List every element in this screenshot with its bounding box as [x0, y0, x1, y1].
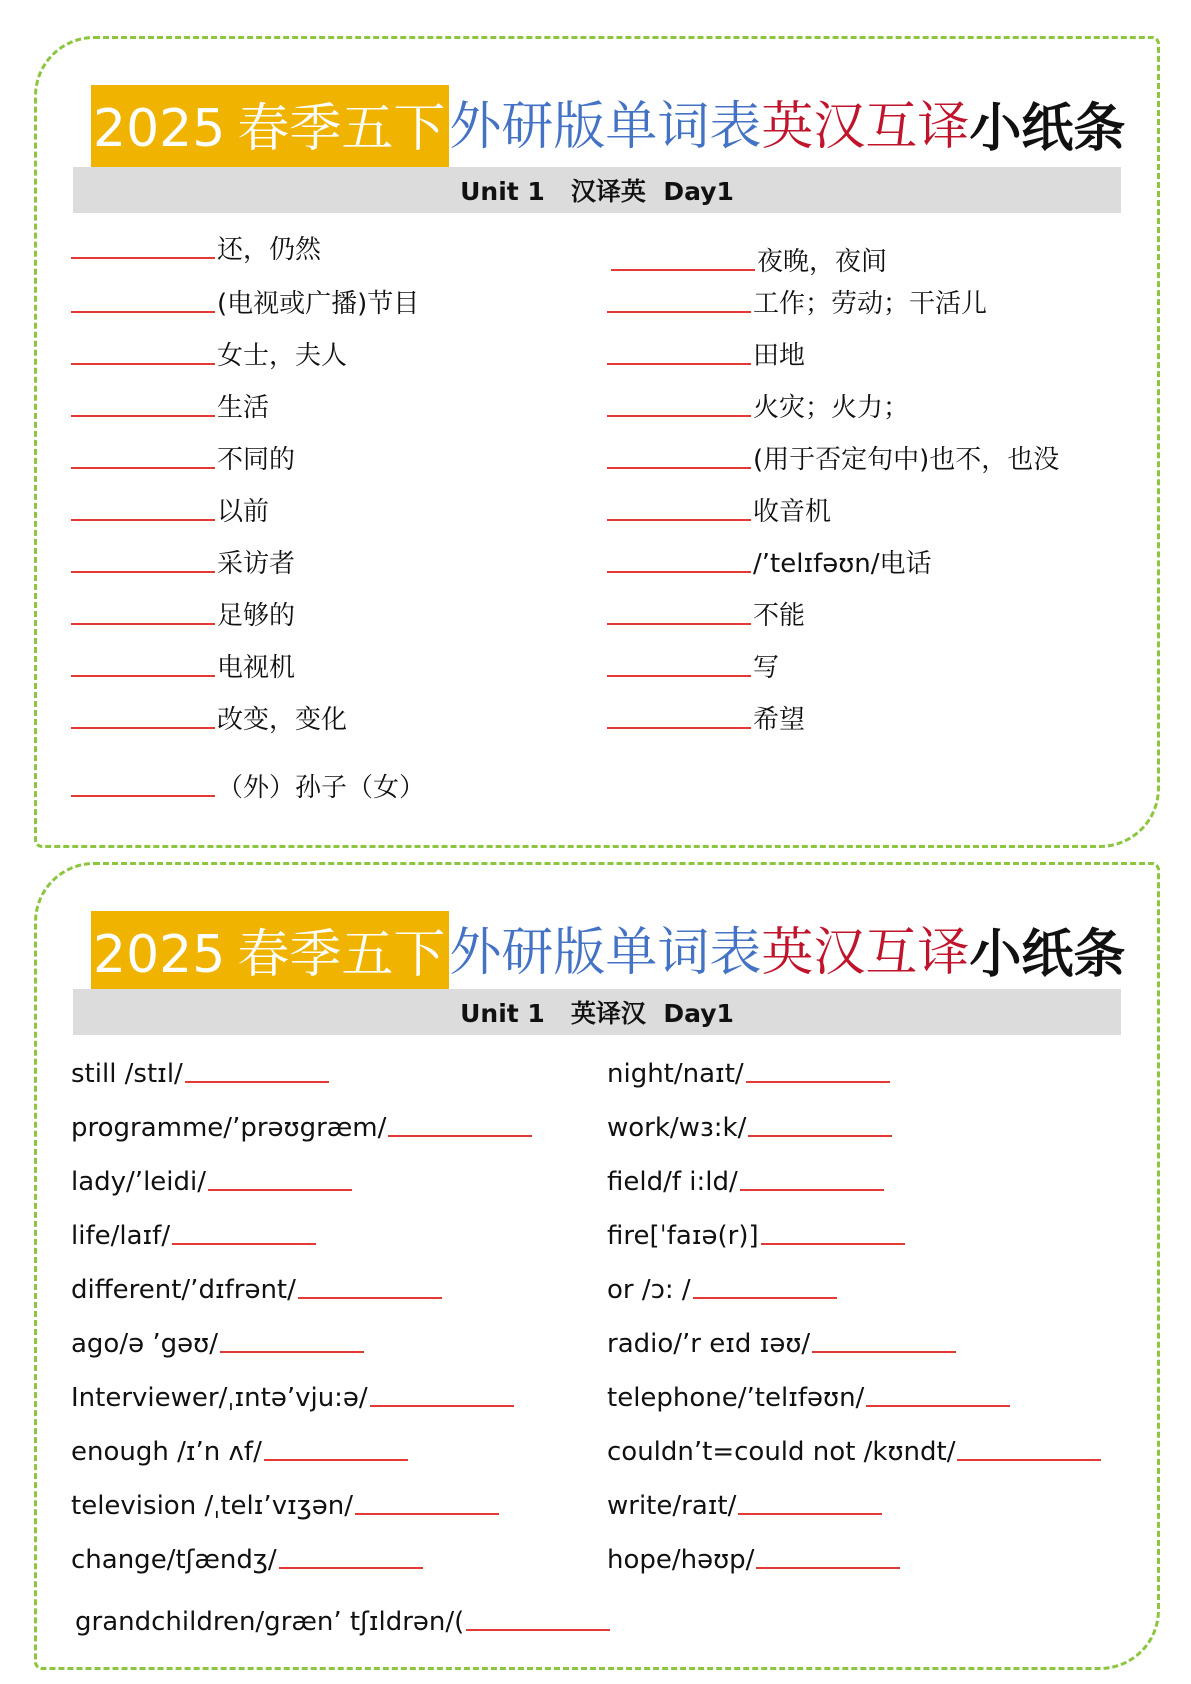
vocab-item [71, 1105, 532, 1141]
vocab-item [71, 1483, 499, 1519]
vocab-item [607, 541, 932, 577]
answer-blank[interactable] [71, 363, 215, 365]
vocab-word: fire[ˈfaɪə(r)] [607, 1221, 759, 1251]
vocab-item [71, 1537, 423, 1573]
vocab-meaning: 夜晚，夜间 [757, 247, 888, 277]
vocab-item [71, 1159, 352, 1195]
answer-blank[interactable] [607, 415, 751, 417]
vocab-item [71, 541, 295, 577]
vocab-meaning: 还，仍然 [217, 235, 322, 265]
answer-blank[interactable] [370, 1405, 514, 1407]
answer-blank[interactable] [607, 675, 751, 677]
answer-blank[interactable] [607, 467, 751, 469]
vocab-item [607, 1375, 1010, 1411]
title-tail: 小纸条 [969, 925, 1126, 985]
vocab-word: couldn’t=could not /kʊndt/ [607, 1437, 956, 1467]
answer-blank[interactable] [71, 415, 215, 417]
answer-blank[interactable] [748, 1135, 892, 1137]
vocab-item [71, 281, 419, 317]
answer-blank[interactable] [607, 727, 751, 729]
answer-blank[interactable] [693, 1297, 837, 1299]
answer-blank[interactable] [812, 1351, 956, 1353]
vocab-word: ago/ə ’gəʊ/ [71, 1329, 218, 1359]
vocab-item [71, 765, 425, 801]
vocab-item [607, 489, 831, 525]
vocab-word: lady/’leidi/ [71, 1167, 207, 1197]
answer-blank[interactable] [607, 571, 751, 573]
vocab-meaning: 工作；劳动；干活儿 [753, 289, 988, 319]
vocab-meaning: /’telɪfəʊn/电话 [753, 549, 932, 579]
answer-blank[interactable] [607, 623, 751, 625]
answer-blank[interactable] [71, 571, 215, 573]
answer-blank[interactable] [611, 269, 755, 271]
answer-blank[interactable] [746, 1081, 890, 1083]
answer-blank[interactable] [71, 623, 215, 625]
vocab-meaning: 不同的 [217, 445, 296, 475]
vocab-word: different/’dɪfrənt/ [71, 1275, 296, 1305]
answer-blank[interactable] [607, 363, 751, 365]
vocab-word: night/naɪt/ [607, 1059, 744, 1089]
vocab-word: television /ˌtelɪ’vɪʒən/ [71, 1491, 353, 1521]
answer-blank[interactable] [71, 311, 215, 313]
answer-blank[interactable] [607, 311, 751, 313]
vocab-meaning: 不能 [753, 601, 806, 631]
vocab-word: radio/’r eɪd ɪəʊ/ [607, 1329, 811, 1359]
answer-blank[interactable] [866, 1405, 1010, 1407]
vocab-item [607, 1537, 900, 1573]
vocab-word: work/wɜ:k/ [607, 1113, 747, 1143]
vocab-item [607, 645, 779, 681]
vocab-item [71, 1375, 514, 1411]
answer-blank[interactable] [957, 1459, 1101, 1461]
vocab-item [71, 1429, 408, 1465]
vocab-item [71, 437, 295, 473]
vocab-meaning: 电视机 [217, 653, 296, 683]
vocab-meaning: (电视或广播)节目 [217, 289, 420, 319]
title-mode: 英汉互译 [761, 911, 969, 999]
answer-blank[interactable] [466, 1629, 610, 1631]
answer-blank[interactable] [738, 1513, 882, 1515]
vocab-meaning: 足够的 [217, 601, 296, 631]
answer-blank[interactable] [298, 1297, 442, 1299]
title-mode: 英汉互译 [761, 85, 969, 173]
answer-blank[interactable] [355, 1513, 499, 1515]
vocab-item [607, 1105, 892, 1141]
vocab-item [607, 1051, 890, 1087]
answer-blank[interactable] [172, 1243, 316, 1245]
answer-blank[interactable] [607, 519, 751, 521]
answer-blank[interactable] [740, 1189, 884, 1191]
vocab-word: field/f i:ld/ [607, 1167, 738, 1197]
answer-blank[interactable] [264, 1459, 408, 1461]
vocab-card-en-to-cn [34, 862, 1160, 1670]
answer-blank[interactable] [761, 1243, 905, 1245]
vocab-item [607, 1213, 905, 1249]
vocab-word: hope/həʊp/ [607, 1545, 755, 1575]
vocab-meaning: 田地 [753, 341, 806, 371]
vocab-item [607, 1429, 1101, 1465]
answer-blank[interactable] [208, 1189, 352, 1191]
vocab-meaning: 采访者 [217, 549, 296, 579]
vocab-item [607, 1483, 882, 1519]
vocab-word: life/laɪf/ [71, 1221, 171, 1251]
card-title [91, 85, 1125, 173]
vocab-item [611, 239, 887, 275]
vocab-word: Interviewer/ˌɪntə’vju:ə/ [71, 1383, 368, 1413]
vocab-word: enough /ɪ’n ʌf/ [71, 1437, 262, 1467]
vocab-item [607, 333, 805, 369]
answer-blank[interactable] [756, 1567, 900, 1569]
answer-blank[interactable] [71, 519, 215, 521]
answer-blank[interactable] [71, 795, 215, 797]
vocab-item [71, 697, 347, 733]
vocab-item [71, 1051, 329, 1087]
vocab-meaning: 火灾；火力； [753, 393, 910, 423]
vocab-word: still /stɪl/ [71, 1059, 183, 1089]
vocab-card-cn-to-en [34, 36, 1160, 848]
vocab-item [71, 645, 295, 681]
title-tail: 小纸条 [969, 99, 1126, 159]
answer-blank[interactable] [220, 1351, 364, 1353]
vocab-item [71, 1213, 316, 1249]
title-year: 2025 [91, 85, 237, 173]
vocab-item [607, 1159, 884, 1195]
answer-blank[interactable] [71, 675, 215, 677]
title-year: 2025 [91, 911, 237, 999]
vocab-word: change/tʃændʒ/ [71, 1545, 277, 1575]
vocab-item [71, 593, 295, 629]
title-publisher: 外研版单词表 [449, 911, 761, 999]
title-publisher: 外研版单词表 [449, 85, 761, 173]
unit-header: Unit 1 汉译英 Day1 [73, 167, 1121, 213]
answer-blank[interactable] [279, 1567, 423, 1569]
vocab-item [71, 1267, 442, 1303]
vocab-word: telephone/’telɪfəʊn/ [607, 1383, 865, 1413]
vocab-item [71, 227, 321, 263]
vocab-word: grandchildren/græn’ tʃɪldrən/( [75, 1607, 465, 1637]
answer-blank[interactable] [71, 257, 215, 259]
vocab-word: or /ɔ: / [607, 1275, 691, 1305]
title-season: 春季五下 [237, 911, 449, 999]
vocab-item [71, 333, 347, 369]
answer-blank[interactable] [71, 467, 215, 469]
vocab-item [607, 281, 987, 317]
answer-blank[interactable] [71, 727, 215, 729]
vocab-item [607, 697, 805, 733]
vocab-item [607, 1267, 837, 1303]
vocab-meaning: (用于否定句中)也不，也没 [753, 445, 1060, 475]
vocab-meaning: 以前 [217, 497, 270, 527]
answer-blank[interactable] [185, 1081, 329, 1083]
vocab-item [71, 1321, 364, 1357]
vocab-item [607, 385, 909, 421]
vocab-item [75, 1599, 610, 1635]
vocab-word: write/raɪt/ [607, 1491, 737, 1521]
answer-blank[interactable] [388, 1135, 532, 1137]
vocab-meaning: 收音机 [753, 497, 832, 527]
title-season: 春季五下 [237, 85, 449, 173]
vocab-item [607, 593, 805, 629]
vocab-item [607, 1321, 956, 1357]
card-title [91, 911, 1125, 999]
vocab-item [71, 385, 269, 421]
vocab-meaning: 写 [753, 653, 780, 683]
vocab-meaning: 女士，夫人 [217, 341, 348, 371]
vocab-word: programme/’prəʊgræm/ [71, 1113, 387, 1143]
vocab-item [71, 489, 269, 525]
vocab-meaning: （外）孙子（女） [217, 773, 426, 803]
vocab-meaning: 生活 [217, 393, 270, 423]
vocab-item [607, 437, 1059, 473]
vocab-meaning: 希望 [753, 705, 806, 735]
unit-header: Unit 1 英译汉 Day1 [73, 989, 1121, 1035]
vocab-meaning: 改变，变化 [217, 705, 348, 735]
